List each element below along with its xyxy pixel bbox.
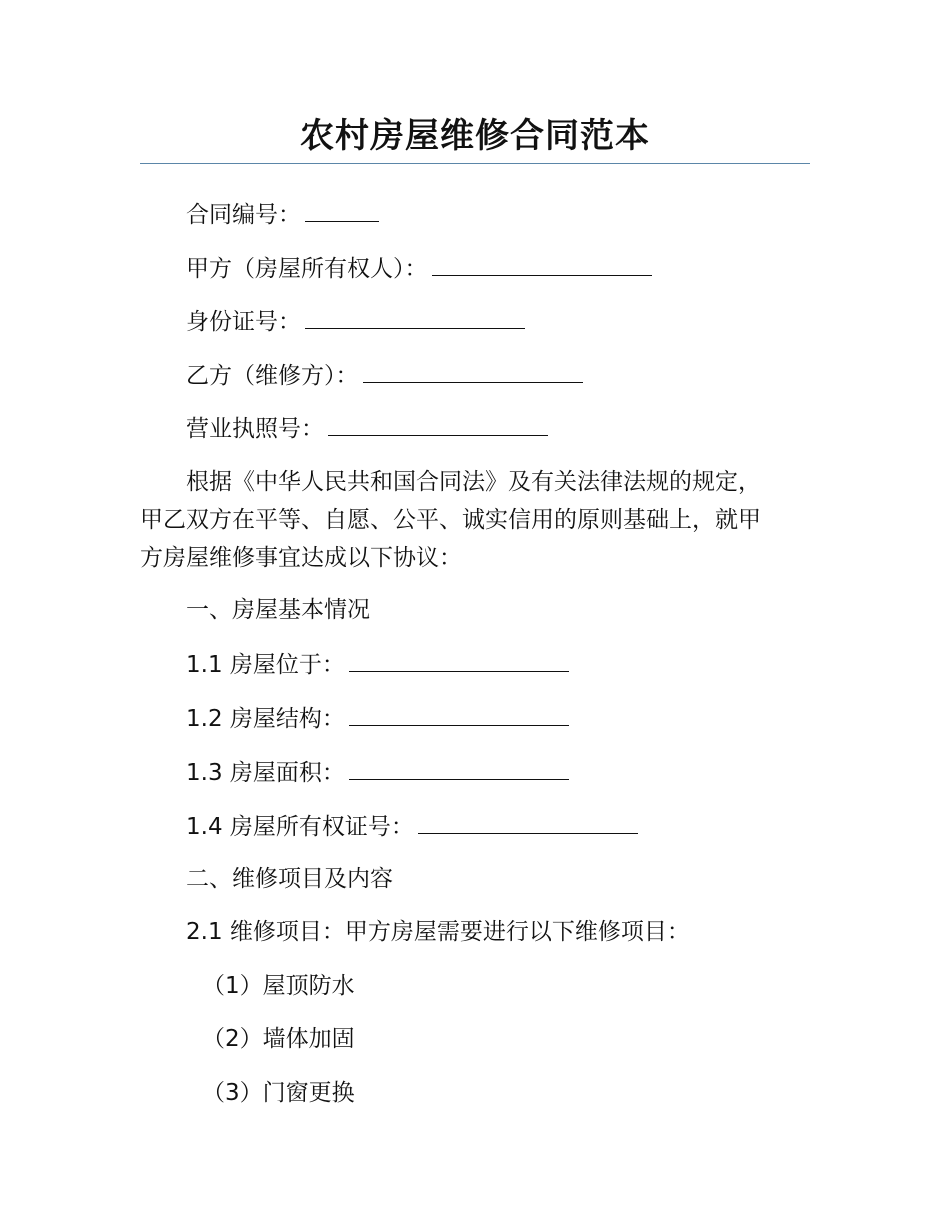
- repair-item: （2）墙体加固: [202, 1026, 355, 1052]
- fill-in-blank: [349, 703, 569, 726]
- fill-in-blank: [349, 757, 569, 780]
- document-title: 农村房屋维修合同范本: [300, 116, 650, 156]
- fill-in-blank: [328, 413, 548, 436]
- field-party-a: [186, 253, 652, 284]
- fill-in-blank: [305, 306, 525, 329]
- fill-in-blank: [363, 360, 583, 383]
- section-heading: 一、房屋基本情况: [186, 597, 370, 623]
- fill-in-blank: [305, 199, 379, 222]
- repair-item: （1）屋顶防水: [202, 973, 355, 999]
- field-party-b: [186, 360, 583, 391]
- repair-intro: 2.1 维修项目：甲方房屋需要进行以下维修项目：: [186, 919, 690, 945]
- field-label: 合同编号：: [186, 202, 301, 228]
- preamble-line: 方房屋维修事宜达成以下协议：: [140, 545, 462, 571]
- item-label: 1.4 房屋所有权证号：: [186, 814, 414, 840]
- repair-item: （3）门窗更换: [202, 1080, 355, 1106]
- preamble-line: 甲乙双方在平等、自愿、公平、诚实信用的原则基础上，就甲: [140, 507, 761, 533]
- title-divider: [140, 163, 810, 164]
- house-item: [186, 811, 638, 842]
- field-business-license: [186, 413, 548, 444]
- item-label: 1.2 房屋结构：: [186, 706, 345, 732]
- fill-in-blank: [418, 811, 638, 834]
- house-item: [186, 703, 569, 734]
- fill-in-blank: [432, 253, 652, 276]
- field-id-number: [186, 306, 525, 337]
- field-label: 营业执照号：: [186, 416, 324, 442]
- preamble-line: 根据《中华人民共和国合同法》及有关法律法规的规定，: [186, 469, 761, 495]
- field-label: 乙方（维修方）：: [186, 363, 359, 389]
- preamble-paragraph: [140, 463, 810, 577]
- section-heading: 二、维修项目及内容: [186, 866, 393, 892]
- house-item: [186, 757, 569, 788]
- fill-in-blank: [349, 649, 569, 672]
- field-contract-number: [186, 199, 379, 230]
- item-label: 1.3 房屋面积：: [186, 760, 345, 786]
- item-label: 1.1 房屋位于：: [186, 652, 345, 678]
- field-label: 身份证号：: [186, 309, 301, 335]
- house-item: [186, 649, 569, 680]
- field-label: 甲方（房屋所有权人）：: [186, 256, 428, 282]
